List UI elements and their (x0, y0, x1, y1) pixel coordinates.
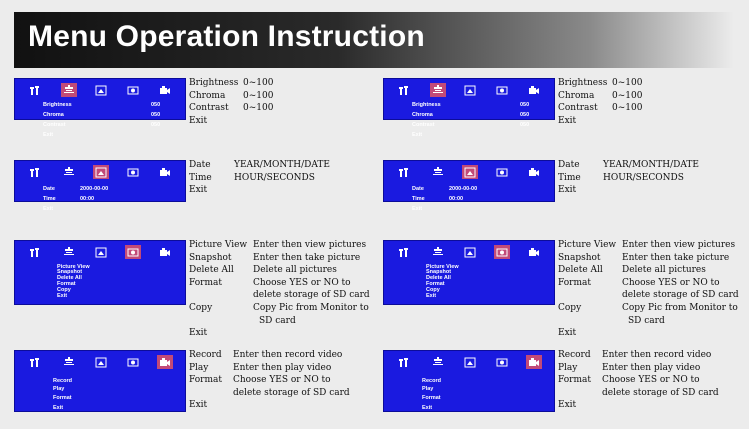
brightness-icon[interactable] (61, 245, 77, 259)
picture-icon[interactable] (462, 165, 478, 179)
menu-row-value: 050 (151, 102, 161, 108)
menu-row-value: 00:00 (449, 196, 464, 202)
menu-row-label: Copy (57, 287, 71, 293)
description-term: Delete All (189, 265, 234, 276)
description-term: Copy (558, 303, 582, 313)
description-detail: Enter then record video (233, 350, 343, 360)
brightness-icon[interactable] (430, 245, 446, 259)
menu-row[interactable] (384, 131, 554, 139)
menu-row-label: Contrast (43, 122, 66, 128)
menu-row-label: Exit (53, 405, 64, 411)
menu-screen (14, 78, 186, 138)
menu-screen (383, 160, 555, 212)
description-term: Format (189, 375, 222, 386)
brightness-icon[interactable] (61, 165, 77, 179)
picture-icon[interactable] (93, 355, 109, 369)
menu-row-label: Copy (426, 287, 440, 293)
menu-row[interactable] (15, 293, 185, 299)
description-term: Exit (558, 185, 577, 196)
description-term: Brightness (558, 78, 608, 88)
video-icon[interactable] (157, 165, 173, 179)
tools-icon[interactable] (396, 83, 412, 97)
menu-row-label: Exit (426, 293, 437, 299)
description-term: Date (558, 160, 580, 170)
description-term: Exit (189, 328, 208, 338)
description-term: Exit (558, 115, 577, 126)
description-detail: delete storage of SD card (253, 290, 370, 301)
menu-row[interactable] (15, 205, 185, 213)
description-term: Date (189, 160, 211, 170)
description-term: Time (189, 172, 212, 183)
picture-icon[interactable] (93, 245, 109, 259)
tools-icon[interactable] (396, 165, 412, 179)
camera-icon[interactable] (494, 355, 510, 369)
menu-tab-bar (384, 165, 554, 181)
video-icon[interactable] (526, 165, 542, 179)
menu-row[interactable] (15, 195, 185, 203)
tools-icon[interactable] (27, 245, 43, 259)
picture-icon[interactable] (93, 83, 109, 97)
description-detail: 0~100 (243, 103, 274, 114)
menu-row[interactable] (15, 101, 185, 109)
menu-row-label: Exit (43, 206, 54, 212)
camera-icon[interactable] (125, 165, 141, 179)
menu-tab-bar (384, 355, 554, 371)
menu-row-label: Brightness (43, 102, 72, 108)
menu-row-label: Chroma (43, 112, 64, 118)
description-detail: SD card (259, 315, 296, 326)
menu-row[interactable] (15, 121, 185, 129)
description-term: Chroma (558, 90, 595, 101)
menu-row[interactable] (15, 385, 185, 393)
description-term: Snapshot (189, 252, 232, 263)
description-detail: 0~100 (243, 90, 274, 101)
menu-tab-bar (15, 355, 185, 371)
menu-row[interactable] (384, 385, 554, 393)
camera-icon[interactable] (494, 245, 510, 259)
menu-row-label: Contrast (412, 122, 435, 128)
menu-screen (383, 350, 555, 412)
brightness-icon[interactable] (61, 355, 77, 369)
menu-row-value: 2000-00-00 (80, 186, 109, 192)
description-detail: Enter then take picture (622, 252, 730, 263)
description-term: Exit (558, 400, 577, 411)
page-title: Menu Operation Instruction (28, 20, 425, 53)
video-icon[interactable] (157, 355, 173, 369)
video-icon[interactable] (526, 245, 542, 259)
camera-icon[interactable] (125, 83, 141, 97)
tools-icon[interactable] (27, 83, 43, 97)
description-detail: Enter then play video (602, 362, 701, 373)
description-term: Record (558, 350, 591, 360)
menu-row-value: 2000-00-00 (449, 186, 478, 192)
description-term: Format (558, 277, 591, 288)
description-term: Contrast (558, 103, 598, 114)
menu-tab-bar (15, 245, 185, 261)
video-icon[interactable] (526, 355, 542, 369)
menu-row-value: 050 (520, 112, 530, 118)
menu-row[interactable] (15, 404, 185, 412)
description-detail: Delete all pictures (622, 265, 706, 276)
description-detail: Choose YES or NO to (622, 277, 720, 288)
menu-tab-bar (15, 83, 185, 99)
menu-row-label: Snapshot (57, 269, 83, 275)
tools-icon[interactable] (396, 355, 412, 369)
menu-row-label: Picture View (426, 264, 459, 270)
description-detail: 0~100 (612, 90, 643, 101)
menu-row-label: Exit (412, 206, 423, 212)
description-term: Format (558, 375, 591, 386)
menu-row-value: 050 (151, 122, 161, 128)
menu-row-label: Delete All (57, 275, 82, 281)
description-term: Delete All (558, 265, 603, 276)
menu-row-label: Record (422, 378, 441, 384)
brightness-icon[interactable] (61, 83, 77, 97)
description-detail: 0~100 (612, 78, 643, 88)
description-term: Picture View (189, 240, 248, 250)
menu-row-label: Exit (412, 132, 423, 138)
description-term: Exit (189, 185, 208, 196)
menu-row-label: Play (53, 386, 65, 392)
camera-icon[interactable] (494, 165, 510, 179)
menu-row[interactable] (15, 111, 185, 119)
description-detail: Enter then take picture (253, 252, 361, 263)
picture-icon[interactable] (93, 165, 109, 179)
menu-row[interactable] (15, 185, 185, 193)
description-detail: HOUR/SECONDS (234, 172, 315, 183)
menu-row-label: Time (43, 196, 56, 202)
description-term: Time (558, 172, 581, 183)
menu-row-value: 050 (151, 112, 161, 118)
menu-screen (14, 160, 186, 212)
description-detail: Enter then view pictures (253, 240, 367, 250)
menu-row-label: Time (412, 196, 425, 202)
brightness-icon[interactable] (430, 83, 446, 97)
brightness-icon[interactable] (430, 355, 446, 369)
description-term: Chroma (189, 90, 226, 101)
menu-row-label: Snapshot (426, 269, 452, 275)
camera-icon[interactable] (125, 355, 141, 369)
video-icon[interactable] (157, 83, 173, 97)
title-banner (14, 12, 734, 68)
description-detail: delete storage of SD card (602, 387, 719, 398)
description-detail: Choose YES or NO to (233, 375, 331, 386)
menu-row[interactable] (15, 394, 185, 402)
description-term: Copy (189, 303, 213, 313)
menu-row-value: 050 (520, 122, 530, 128)
video-icon[interactable] (526, 83, 542, 97)
menu-row[interactable] (384, 195, 554, 203)
picture-icon[interactable] (462, 83, 478, 97)
description-term: Record (189, 350, 222, 360)
picture-icon[interactable] (462, 245, 478, 259)
menu-screen (383, 240, 555, 305)
description-term: Brightness (189, 78, 239, 88)
description-detail: HOUR/SECONDS (603, 172, 684, 183)
menu-row[interactable] (384, 377, 554, 385)
menu-row-label: Date (412, 186, 424, 192)
description-term: Snapshot (558, 252, 601, 263)
description-detail: delete storage of SD card (622, 290, 739, 301)
menu-tab-bar (15, 165, 185, 181)
description-term: Exit (189, 400, 208, 411)
menu-row[interactable] (384, 101, 554, 109)
menu-row[interactable] (384, 404, 554, 412)
description-detail: Enter then record video (602, 350, 712, 360)
description-detail: delete storage of SD card (233, 387, 350, 398)
description-term: Contrast (189, 103, 229, 114)
description-term: Format (189, 277, 222, 288)
description-detail: SD card (628, 315, 665, 326)
menu-row-label: Format (53, 395, 72, 401)
menu-row-label: Delete All (426, 275, 451, 281)
brightness-icon[interactable] (430, 165, 446, 179)
tools-icon[interactable] (27, 355, 43, 369)
description-detail: Choose YES or NO to (602, 375, 700, 386)
menu-row-label: Chroma (412, 112, 433, 118)
menu-row-value: 050 (520, 102, 530, 108)
menu-row-label: Brightness (412, 102, 441, 108)
menu-row-label: Record (53, 378, 72, 384)
description-detail: Enter then view pictures (622, 240, 736, 250)
menu-row[interactable] (384, 121, 554, 129)
description-term: Picture View (558, 240, 617, 250)
description-detail: Delete all pictures (253, 265, 337, 276)
picture-icon[interactable] (462, 355, 478, 369)
description-term: Exit (558, 328, 577, 338)
menu-row-label: Exit (422, 405, 433, 411)
tools-icon[interactable] (27, 165, 43, 179)
menu-row[interactable] (15, 377, 185, 385)
menu-row-value: 00:00 (80, 196, 95, 202)
menu-row-label: Picture View (57, 264, 90, 270)
tools-icon[interactable] (396, 245, 412, 259)
menu-row-label: Date (43, 186, 55, 192)
menu-row[interactable] (384, 111, 554, 119)
camera-icon[interactable] (125, 245, 141, 259)
menu-screen (383, 78, 555, 138)
description-term: Play (189, 362, 209, 373)
video-icon[interactable] (157, 245, 173, 259)
camera-icon[interactable] (494, 83, 510, 97)
menu-row-label: Format (426, 281, 445, 287)
description-detail: Choose YES or NO to (253, 277, 351, 288)
menu-row-label: Exit (43, 132, 54, 138)
menu-tab-bar (384, 83, 554, 99)
menu-row[interactable] (384, 394, 554, 402)
menu-row-label: Play (422, 386, 434, 392)
menu-row-label: Exit (57, 293, 68, 299)
description-term: Play (558, 362, 578, 373)
description-term: Exit (189, 115, 208, 126)
menu-row[interactable] (15, 131, 185, 139)
description-detail: Copy Pic from Monitor to (622, 303, 738, 313)
description-detail: YEAR/MONTH/DATE (603, 160, 699, 170)
menu-row[interactable] (384, 293, 554, 299)
description-detail: 0~100 (612, 103, 643, 114)
menu-screen (14, 240, 186, 305)
description-detail: Enter then play video (233, 362, 332, 373)
description-detail: YEAR/MONTH/DATE (234, 160, 330, 170)
menu-row-label: Format (422, 395, 441, 401)
menu-row[interactable] (384, 205, 554, 213)
menu-row-label: Format (57, 281, 76, 287)
menu-screen (14, 350, 186, 412)
description-detail: Copy Pic from Monitor to (253, 303, 369, 313)
menu-tab-bar (384, 245, 554, 261)
description-detail: 0~100 (243, 78, 274, 88)
menu-row[interactable] (384, 185, 554, 193)
